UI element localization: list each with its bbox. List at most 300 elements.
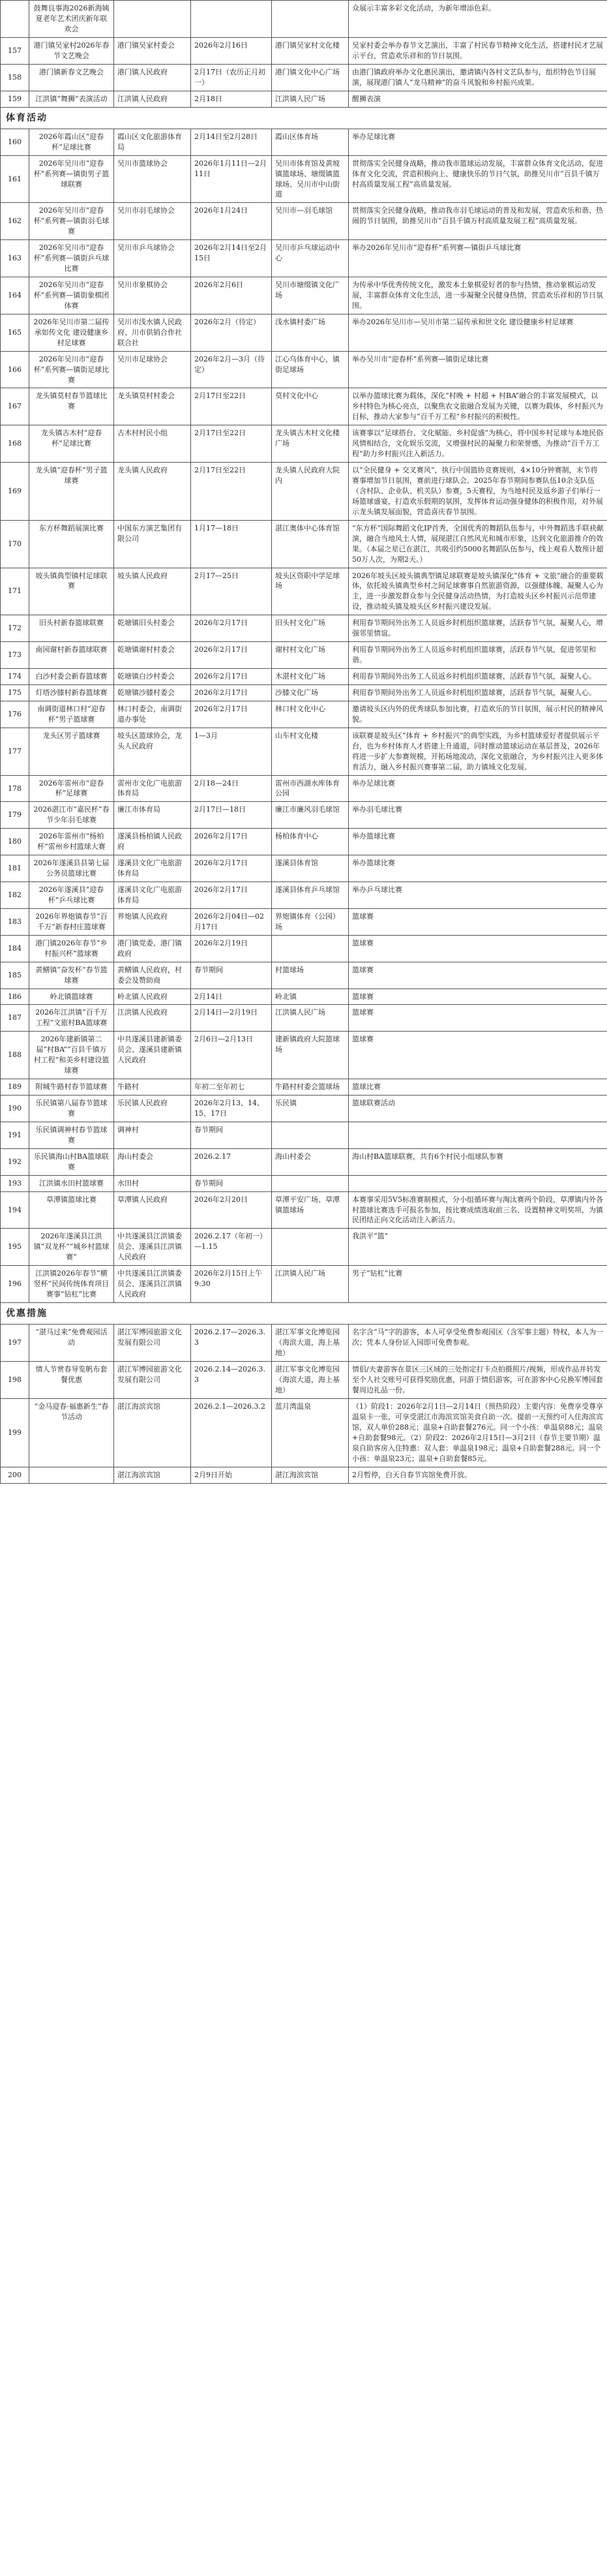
event-place <box>272 935 349 962</box>
row-number: 198 <box>1 1362 29 1399</box>
event-time: 1月17—18日 <box>191 520 272 568</box>
table-row <box>1 425 607 463</box>
organizer: 江洪镇人民政府 <box>114 91 191 107</box>
event-name: 2026年遂溪县县第七届公务员篮球比赛 <box>29 855 114 882</box>
event-content: 举办吴川市“迎春杯”系列赛—镇街足球比赛 <box>349 351 607 388</box>
organizer: 乐民镇人民政府 <box>114 1096 191 1122</box>
event-content: 篮球赛 <box>349 908 607 935</box>
row-number: 181 <box>1 855 29 882</box>
event-name: 南园谢村新春篮球联赛 <box>29 642 114 669</box>
event-content: 举办足球比赛 <box>349 129 607 155</box>
event-name: 附城牛路村春节篮球赛 <box>29 1079 114 1096</box>
row-number <box>1 1 29 38</box>
event-name: 黄鳝镇“奋发杯”春节篮球赛 <box>29 962 114 989</box>
event-name: 草潭镇篮球比赛 <box>29 1191 114 1229</box>
organizer: 湛江军博园旅游文化发展有限公司 <box>114 1362 191 1399</box>
organizer: 吴川市足球协会 <box>114 351 191 388</box>
event-name: 岭北镇篮球赛 <box>29 989 114 1005</box>
event-content: 以“全民健身 + 交叉赛风”，执行中国篮协竞赛规则，4×10分钟赛制，末节将赛事增加节日氛围，赛前进行球队会。2025年春节期间参赛队伍10余支队伍（含村队、企业队、机关队）参赛，5天赛程，为当地村民及返乡游子们举行一场篮球盛宴，打造欢乐假期的氛围，发挥体育运动强身健体的积极作用，对外展示龙头镇发展面貌，营造喜庆春节氛围。 <box>349 463 607 521</box>
event-time: 2026年2月15日上午9:30 <box>191 1266 272 1303</box>
organizer: 海山村委会 <box>114 1148 191 1175</box>
table-row <box>1 829 607 855</box>
event-name: 2026年吴川市第二届传承如传文化 建设健康乡村足球赛 <box>29 314 114 351</box>
row-number: 163 <box>1 240 29 277</box>
event-name: 灯塔沙膝村新春篮球赛 <box>29 684 114 701</box>
event-name: 南调街道林口村“迎春杯”男子篮球赛 <box>29 701 114 728</box>
row-number: 187 <box>1 1005 29 1032</box>
event-place: 吴川市乒乓球运动中心 <box>272 240 349 277</box>
event-place <box>272 1122 349 1148</box>
row-number: 195 <box>1 1229 29 1266</box>
event-place: 廉江市廉风羽毛球馆 <box>272 802 349 829</box>
organizer: 吴川市篮球协会 <box>114 155 191 203</box>
table-row <box>1 1122 607 1148</box>
event-place: 江洪镇人民广场 <box>272 91 349 107</box>
event-place: 吴川市—羽毛球馆 <box>272 203 349 240</box>
event-place: 海山村委会 <box>272 1148 349 1175</box>
event-content: 名字含“马”字的游客，本人可享受免费参观园区（含军事主题）特权，本人为一次；凭本人身份证入园即可免费参观。 <box>349 1325 607 1362</box>
event-name: 2026年雷州市“杨柏杯”雷州乡村篮球大赛 <box>29 829 114 855</box>
event-name: “金马迎春·福惠新生”春节活动 <box>29 1398 114 1467</box>
event-place: 吴川市体育馆及黄坡镇篮球场、塘缀镇篮球场、吴川市中山街道 <box>272 155 349 203</box>
event-time: 2026年2月20日 <box>191 1191 272 1229</box>
event-place: 沙膝文化广场 <box>272 684 349 701</box>
event-name: 2026年霞山区“迎春杯”足球比赛 <box>29 129 114 155</box>
event-content: 情侣/夫妻游客在景区三区域的三处指定打卡点拍摄照片/视频，形成作品并转发至个人社交账号可获得奖励优惠，同游于情侣游客，可在游客中心兑换军博园套餐周边礼品一份。 <box>349 1362 607 1399</box>
section-header-row <box>1 107 607 129</box>
table-row <box>1 684 607 701</box>
organizer: 牛路村 <box>114 1079 191 1096</box>
table-row <box>1 520 607 568</box>
event-time: 2月17日至22日 <box>191 425 272 463</box>
event-place: 村篮球场 <box>272 962 349 989</box>
organizer: 坡头区篮球协会，龙头人民政府 <box>114 728 191 775</box>
event-time: 2026.2.14—2026.3.3 <box>191 1362 272 1399</box>
row-number: 176 <box>1 701 29 728</box>
event-name: 2026年遂溪县江洪镇“双龙杯”“城乡村篮球赛” <box>29 1229 114 1266</box>
row-number: 170 <box>1 520 29 568</box>
table-row <box>1 615 607 642</box>
table-row <box>1 701 607 728</box>
row-number: 186 <box>1 989 29 1005</box>
event-name: 鼓舞良事海2026新海姨夏老年艺术团庆新年联欢会 <box>29 1 114 38</box>
table-row <box>1 1 607 38</box>
row-number: 189 <box>1 1079 29 1096</box>
event-time: 2月17日（农历正月初一） <box>191 64 272 91</box>
event-place: 浅水镇村委广场 <box>272 314 349 351</box>
row-number: 169 <box>1 463 29 521</box>
table-row <box>1 1467 607 1483</box>
event-content: 醒狮表演 <box>349 91 607 107</box>
event-place: 霞山区体育场 <box>272 129 349 155</box>
event-time: 2月9日开始 <box>191 1467 272 1483</box>
row-number: 197 <box>1 1325 29 1362</box>
event-time <box>191 1 272 38</box>
event-place: 江洪镇人民广场 <box>272 1005 349 1032</box>
organizer: 吴川市羽毛球协会 <box>114 203 191 240</box>
row-number: 166 <box>1 351 29 388</box>
event-name: 龙头镇古木村“迎春杯”足球比赛 <box>29 425 114 463</box>
organizer: 乾塘镇旧头村委会 <box>114 615 191 642</box>
event-name: 2026湛江市“嘉民杯”春节少年羽毛球赛 <box>29 802 114 829</box>
event-name: 2026年江洪镇“百千万工程”文旅村BA篮球赛 <box>29 1005 114 1032</box>
event-time: 2月18—24日 <box>191 775 272 802</box>
event-time: 2月17日至22日 <box>191 388 272 425</box>
row-number: 172 <box>1 615 29 642</box>
event-place: 岭北镇 <box>272 989 349 1005</box>
table-row <box>1 64 607 91</box>
event-place: 木湛村文化广场 <box>272 669 349 685</box>
event-content <box>349 1175 607 1191</box>
table-row <box>1 240 607 277</box>
event-place: 吴川市塘缀镇文化广场 <box>272 277 349 314</box>
section-title: 体育活动 <box>1 107 607 129</box>
event-content: 2月暂停，白天自春节宾馆免费开放。 <box>349 1467 607 1483</box>
event-time: 年初二至年初七 <box>191 1079 272 1096</box>
event-name: 2026年遂溪县“迎春杯”乒乓球比赛 <box>29 882 114 909</box>
event-content: 利用春节期间外出务工人员返乡时机组织篮球赛，活跃春节气氛，凝聚人心。 <box>349 684 607 701</box>
table-row <box>1 1191 607 1229</box>
row-number: 173 <box>1 642 29 669</box>
row-number: 190 <box>1 1096 29 1122</box>
event-content: 利用春节期间外出务工人员返乡时机组织篮球赛，活跃春节气氛，促进邻里和谐。 <box>349 642 607 669</box>
event-place: 港门镇吴家村文化楼 <box>272 37 349 64</box>
event-content: 贯彻落实全民健身战略，推动我市篮球运动发展，丰富群众体育文化活动，促进体育文化交流，营造积极向上、健康快乐的节日气氛，助推吴川市“百县千镇万村高质量发展工程”高质量发展。 <box>349 155 607 203</box>
event-name: 2026年吴川市“迎春杯”系列赛—镇街羽毛球赛 <box>29 203 114 240</box>
event-place: 湛江奥体中心体育馆 <box>272 520 349 568</box>
organizer: 坡头镇人民政府 <box>114 568 191 615</box>
organizer: 遂溪县文化广电旅游体育局 <box>114 855 191 882</box>
event-name: 江洪镇“舞狮”表演活动 <box>29 91 114 107</box>
table-row <box>1 351 607 388</box>
event-content: 男子“钻杠”比赛 <box>349 1266 607 1303</box>
table-row <box>1 908 607 935</box>
row-number: 185 <box>1 962 29 989</box>
row-number: 184 <box>1 935 29 962</box>
row-number: 165 <box>1 314 29 351</box>
event-name: 港门镇2026年春节“乡村振兴杯”篮球赛 <box>29 935 114 962</box>
event-name: 坡头镇典型镇村足球联赛 <box>29 568 114 615</box>
event-place: 湛江海滨宾馆 <box>272 1467 349 1483</box>
table-row <box>1 37 607 64</box>
event-time: 2026年2月17日 <box>191 615 272 642</box>
organizer: 龙头镇莫村村委会 <box>114 388 191 425</box>
event-time: 2026年1月24日 <box>191 203 272 240</box>
table-row <box>1 728 607 775</box>
table-row <box>1 277 607 314</box>
event-content: 我洪平“篮” <box>349 1229 607 1266</box>
table-row <box>1 129 607 155</box>
organizer: 水田村 <box>114 1175 191 1191</box>
row-number: 160 <box>1 129 29 155</box>
row-number: 158 <box>1 64 29 91</box>
organizer: 港门镇吴家村委会 <box>114 37 191 64</box>
organizer: 中国东方演艺集团有限公司 <box>114 520 191 568</box>
event-place <box>272 1175 349 1191</box>
organizer: 草潭镇人民政府 <box>114 1191 191 1229</box>
event-name: 龙头区男子篮球赛 <box>29 728 114 775</box>
event-name: 龙头镇“迎春杯”男子篮球赛 <box>29 463 114 521</box>
event-time: 2026.2.1—2026.3.2 <box>191 1398 272 1467</box>
row-number: 174 <box>1 669 29 685</box>
event-time: 2月14日 <box>191 989 272 1005</box>
event-content: 篮球赛 <box>349 989 607 1005</box>
event-place: 遂溪县体育馆 <box>272 855 349 882</box>
event-content: 众展示丰富多彩文化活动，为新年增添色彩。 <box>349 1 607 38</box>
organizer: 岭北镇人民政府 <box>114 989 191 1005</box>
event-time: 2月17—25日 <box>191 568 272 615</box>
event-name: 旧头村新春篮球联赛 <box>29 615 114 642</box>
event-content: 该赛事以“足球搭台、文化赋能、乡村促盛”为核心，将中国乡村足球与本地民俗风情相结合，文化娱乐交流，又增强村民的凝聚力和荣誉感，为推动“百千万工程”助力乡村振兴注入新活力。 <box>349 425 607 463</box>
table-row <box>1 1096 607 1122</box>
event-place: 牛路村村委会篮球场 <box>272 1079 349 1096</box>
event-name: 2026年界炮镇春节“百千万”新春村庄篮球赛 <box>29 908 114 935</box>
organizer: 龙头镇人民政府 <box>114 463 191 521</box>
event-name: 港门镇新春文艺晚会 <box>29 64 114 91</box>
organizer: 遂溪县文化广电旅游体育局 <box>114 882 191 909</box>
event-content: 举办乒乓球比赛 <box>349 882 607 909</box>
row-number: 196 <box>1 1266 29 1303</box>
organizer: 调神村 <box>114 1122 191 1148</box>
event-name: 白沙村委会新春篮球赛 <box>29 669 114 685</box>
row-number: 177 <box>1 728 29 775</box>
organizer: 雷州市文化广电旅游体育局 <box>114 775 191 802</box>
event-content: 举办篮球比赛 <box>349 829 607 855</box>
event-place: 莫村文化中心 <box>272 388 349 425</box>
event-place: 乐民镇 <box>272 1096 349 1122</box>
event-name: 江洪镇2026年春节“横竖杯”民间传统体育项目赛事“钻杠”比赛 <box>29 1266 114 1303</box>
row-number: 182 <box>1 882 29 909</box>
event-content: 篮球赛 <box>349 1032 607 1079</box>
event-place: 杨柏体育中心 <box>272 829 349 855</box>
organizer: 港门镇党委、港门镇政府 <box>114 935 191 962</box>
organizer: 湛江海滨宾馆 <box>114 1467 191 1483</box>
event-content: 举办2026年吴川市—吴川市第二届传承和世文化 建设健康乡村足球赛 <box>349 314 607 351</box>
row-number: 164 <box>1 277 29 314</box>
event-time: 2026年2月17日 <box>191 829 272 855</box>
event-content: 邀请坡头区内外的优秀球队参加比赛，打造欢乐的节日氛围，展示村民的精神风貌。 <box>349 701 607 728</box>
table-row <box>1 463 607 521</box>
event-time: 2026年2月13、14、15、17日 <box>191 1096 272 1122</box>
organizer: 吴川市象棋协会 <box>114 277 191 314</box>
table-row <box>1 1362 607 1399</box>
organizer: 霞山区文化旅游体育局 <box>114 129 191 155</box>
event-name: 乐民镇调神村春节篮球赛 <box>29 1122 114 1148</box>
row-number: 161 <box>1 155 29 203</box>
event-content <box>349 1122 607 1148</box>
event-name: 2026年雷州市“迎春杯”足球赛 <box>29 775 114 802</box>
event-place: 湛江军事文化博览园（海滨大道，海上基地） <box>272 1362 349 1399</box>
organizer: 吴川市浅水镇人民政府、川市供销合作社联合社 <box>114 314 191 351</box>
row-number: 180 <box>1 829 29 855</box>
event-name: 2026年吴川市“迎春杯”系列赛—镇街男子篮球联赛 <box>29 155 114 203</box>
organizer: 港门镇人民政府 <box>114 64 191 91</box>
row-number: 188 <box>1 1032 29 1079</box>
event-time: 1—3月 <box>191 728 272 775</box>
event-content: 以举办篮球比赛为载体，深化“村晚 + 村超 + 村BA”融合的丰富发展模式，以乡村特色为核心亮点，以聚焦农文旅融合发展为关键，以赛为载体，乡村振兴为目标，推动大家参与“百千万工程”乡村振兴的积极性。 <box>349 388 607 425</box>
event-content: “东方杯”国际舞蹈文化IP首秀，全国优秀的舞蹈队伍参与，中外舞蹈选手联袂献演，融合当地风土人情，展现湛江自然风光和城市形象，达到文化旅游推介的效果。（本届之星已在湛江，共吸引约5000名舞蹈队伍参与，线上观看人数预计超50万人次，为期2天。） <box>349 520 607 568</box>
event-name: 2026年吴川市“迎春杯”系列赛—镇街足球比赛 <box>29 351 114 388</box>
event-name: 龙头镇莫村春节篮球比赛 <box>29 388 114 425</box>
event-time: 2026年2月19日 <box>191 935 272 962</box>
event-place: 建新镇政府大院篮球场 <box>272 1032 349 1079</box>
organizer: 湛江海滨宾馆 <box>114 1398 191 1467</box>
row-number: 159 <box>1 91 29 107</box>
table-row <box>1 203 607 240</box>
event-name: 情人节赏春导览帆布套餐优惠 <box>29 1362 114 1399</box>
event-content: 利用春节期间外出务工人员返乡时机组织篮球赛，活跃春节气氛，凝聚人心。 <box>349 669 607 685</box>
section-header-row <box>1 1303 607 1325</box>
organizer: 中共遂溪县江洪镇委员会、遂溪县江洪镇人民政府 <box>114 1266 191 1303</box>
event-name: 乐民镇第八届春节篮球赛 <box>29 1096 114 1122</box>
event-time: 2026年2月14日至2月15日 <box>191 240 272 277</box>
event-place <box>272 1 349 38</box>
row-number: 192 <box>1 1148 29 1175</box>
event-place: 龙头镇古木村文化楼广场 <box>272 425 349 463</box>
event-place: 港门镇文化中心广场 <box>272 64 349 91</box>
events-table-body <box>1 1 607 1484</box>
row-number: 179 <box>1 802 29 829</box>
table-row <box>1 1032 607 1079</box>
table-row <box>1 989 607 1005</box>
event-time: 2月17日至22日 <box>191 463 272 521</box>
event-content: 本赛事采用5V5标准赛制模式，分小组循环赛与淘汰赛两个阶段，草潭镇内外各村篮球比赛选手可报名参加，按比赛成绩选取前三名、设置精神文明奖项，为镇民团结正向文化活动注入新活力。 <box>349 1191 607 1229</box>
table-row <box>1 882 607 909</box>
event-name: 港门镇吴家村2026年春节文艺晚会 <box>29 37 114 64</box>
event-content: 举办羽毛球比赛 <box>349 802 607 829</box>
row-number: 178 <box>1 775 29 802</box>
event-place: 江心乌体育中心，镇街足球场 <box>272 351 349 388</box>
event-content: 2026年坡头区坡头镇典型镇足球联赛是坡头镇深化“体育 + 文旅”融合的重要载体，依托坡头镇典型乡村之间足球赛事自然旅游资源，以强健体魄、凝聚人心为主，进一步激发群众参与全民健身活动热情，为打造坡头区乡村振兴示范带建设，推动坡头镇及坡头区乡村振兴建设发展。 <box>349 568 607 615</box>
organizer: 界炮镇人民政府 <box>114 908 191 935</box>
event-time: 2026年2月16日 <box>191 37 272 64</box>
event-content: 篮球赛 <box>349 1005 607 1032</box>
event-time: 2月6日—2月13日 <box>191 1032 272 1079</box>
row-number: 175 <box>1 684 29 701</box>
table-row <box>1 1005 607 1032</box>
table-row <box>1 91 607 107</box>
event-content: 篮球比赛 <box>349 1079 607 1096</box>
table-row <box>1 155 607 203</box>
event-time: 2026年2月17日 <box>191 882 272 909</box>
event-name: 乐民镇海山村BA篮球联赛 <box>29 1148 114 1175</box>
organizer: 中共遂溪县江洪镇委员会、遂溪县江洪镇人民政府 <box>114 1229 191 1266</box>
event-time: 2月14日—2月19日 <box>191 1005 272 1032</box>
event-name <box>29 1467 114 1483</box>
event-time: 2026年2月17日 <box>191 701 272 728</box>
event-name: 江洪镇水田村篮球赛 <box>29 1175 114 1191</box>
table-row <box>1 1079 607 1096</box>
organizer: 黄鳝镇人民政府，村委会及赞助商 <box>114 962 191 989</box>
section-title: 优惠措施 <box>1 1303 607 1325</box>
table-row <box>1 802 607 829</box>
event-name: 2026年吴川市“迎春杯”系列赛—镇街象棋团体赛 <box>29 277 114 314</box>
event-place: 雷州市西湖水库体育公园 <box>272 775 349 802</box>
event-time: 2026年2月17日 <box>191 669 272 685</box>
event-place: 龙头镇人民政府大院内 <box>272 463 349 521</box>
event-name: “湛马过来”免费观园活动 <box>29 1325 114 1362</box>
row-number: 162 <box>1 203 29 240</box>
table-row <box>1 1266 607 1303</box>
event-content: 篮球联赛活动 <box>349 1096 607 1122</box>
row-number: 193 <box>1 1175 29 1191</box>
event-time: 2026年2月—3月（待定） <box>191 351 272 388</box>
row-number: 171 <box>1 568 29 615</box>
event-content: 举办2026年吴川市“迎春杯”系列赛—镇街乒乓球比赛 <box>349 240 607 277</box>
organizer: 林口村委会，南调街道办事处 <box>114 701 191 728</box>
event-place: 谢村村文化广场 <box>272 642 349 669</box>
table-row <box>1 568 607 615</box>
organizer: 古木村村民小组 <box>114 425 191 463</box>
event-place: 草潭平安广场、草潭镇篮球场 <box>272 1191 349 1229</box>
event-content: 篮球赛 <box>349 962 607 989</box>
table-row <box>1 935 607 962</box>
event-content: 举办足球比赛 <box>349 775 607 802</box>
table-row <box>1 1175 607 1191</box>
event-time: 春节期间 <box>191 1175 272 1191</box>
event-name: 2026年吴川市“迎春杯”系列赛—镇街乒乓球比赛 <box>29 240 114 277</box>
row-number: 167 <box>1 388 29 425</box>
event-time: 2月18日 <box>191 91 272 107</box>
event-time: 2026.2.17（年初一）—1.15 <box>191 1229 272 1266</box>
event-place <box>272 1229 349 1266</box>
event-time: 2026.2.17 <box>191 1148 272 1175</box>
row-number: 191 <box>1 1122 29 1148</box>
event-place: 界炮镇体育（公园）场 <box>272 908 349 935</box>
event-time: 2月14日至2月28日 <box>191 129 272 155</box>
organizer: 乾塘镇沙膝村委会 <box>114 684 191 701</box>
event-content: 为传承中华优秀传统文化，激发本土象棋爱好者的参与热情，推动象棋运动发展，丰富群众体育文化生活，进一步凝聚全民健身热情，营造欢乐祥和的节日氛围。 <box>349 277 607 314</box>
event-time: 春节期间 <box>191 1122 272 1148</box>
event-place: 坡头区资职中学足球场 <box>272 568 349 615</box>
table-row <box>1 1398 607 1467</box>
table-row <box>1 1325 607 1362</box>
event-content: 利用春节期间外出务工人员返乡时机组织篮球赛，活跃春节气氛，凝聚人心，增强邻里情谊。 <box>349 615 607 642</box>
organizer <box>114 1 191 38</box>
event-time: 2026年2月17日 <box>191 855 272 882</box>
event-time: 2026年2月17日 <box>191 684 272 701</box>
organizer: 湛江军博园旅游文化发展有限公司 <box>114 1325 191 1362</box>
event-place: 旧头村文化广场 <box>272 615 349 642</box>
table-row <box>1 642 607 669</box>
event-time: 2026年1月11日—2月11日 <box>191 155 272 203</box>
event-place: 林口村文化中心 <box>272 701 349 728</box>
row-number: 199 <box>1 1398 29 1467</box>
event-content: 该联赛是坡头区“体育 + 乡村振兴”的典型实践，为乡村篮球爱好者提供展示平台，也为乡村体育人才搭建上升通道，同时推动篮球运动在基层普及，2026年将进一步扩大参赛规模，开拓场地流动，深化文旅融合，为乡村振兴注入更多体育活力，融入乡村振兴赛事第二届，助力镇域文化发展。 <box>349 728 607 775</box>
event-place: 湛江军事文化博览园（海滨大道，海上基地） <box>272 1325 349 1362</box>
event-content: 由港门镇政府举办文化惠民演出，邀请镇内各村文艺队参与，组织特色节目展演，展现港门镇人“龙马精神”的奋斗风貌和乡村振兴成果。 <box>349 64 607 91</box>
organizer: 中共遂溪县建新镇委员会、遂溪县建新镇人民政府 <box>114 1032 191 1079</box>
event-name: 东方杯舞蹈展演比赛 <box>29 520 114 568</box>
event-time: 2026年2月（待定） <box>191 314 272 351</box>
row-number: 168 <box>1 425 29 463</box>
event-time: 2026年2月6日 <box>191 277 272 314</box>
event-content: 篮球赛 <box>349 935 607 962</box>
table-row <box>1 962 607 989</box>
table-row <box>1 388 607 425</box>
organizer: 遂溪县杨柏镇人民政府 <box>114 829 191 855</box>
table-row <box>1 775 607 802</box>
table-row <box>1 669 607 685</box>
event-time: 2026.2.17—2026.3.3 <box>191 1325 272 1362</box>
table-row <box>1 855 607 882</box>
event-content: 举办篮球比赛 <box>349 855 607 882</box>
event-time: 2月17日—18日 <box>191 802 272 829</box>
row-number: 157 <box>1 37 29 64</box>
event-content: 海山村BA篮球联赛，共有6个村民小组球队参赛 <box>349 1148 607 1175</box>
row-number: 183 <box>1 908 29 935</box>
table-row <box>1 1148 607 1175</box>
